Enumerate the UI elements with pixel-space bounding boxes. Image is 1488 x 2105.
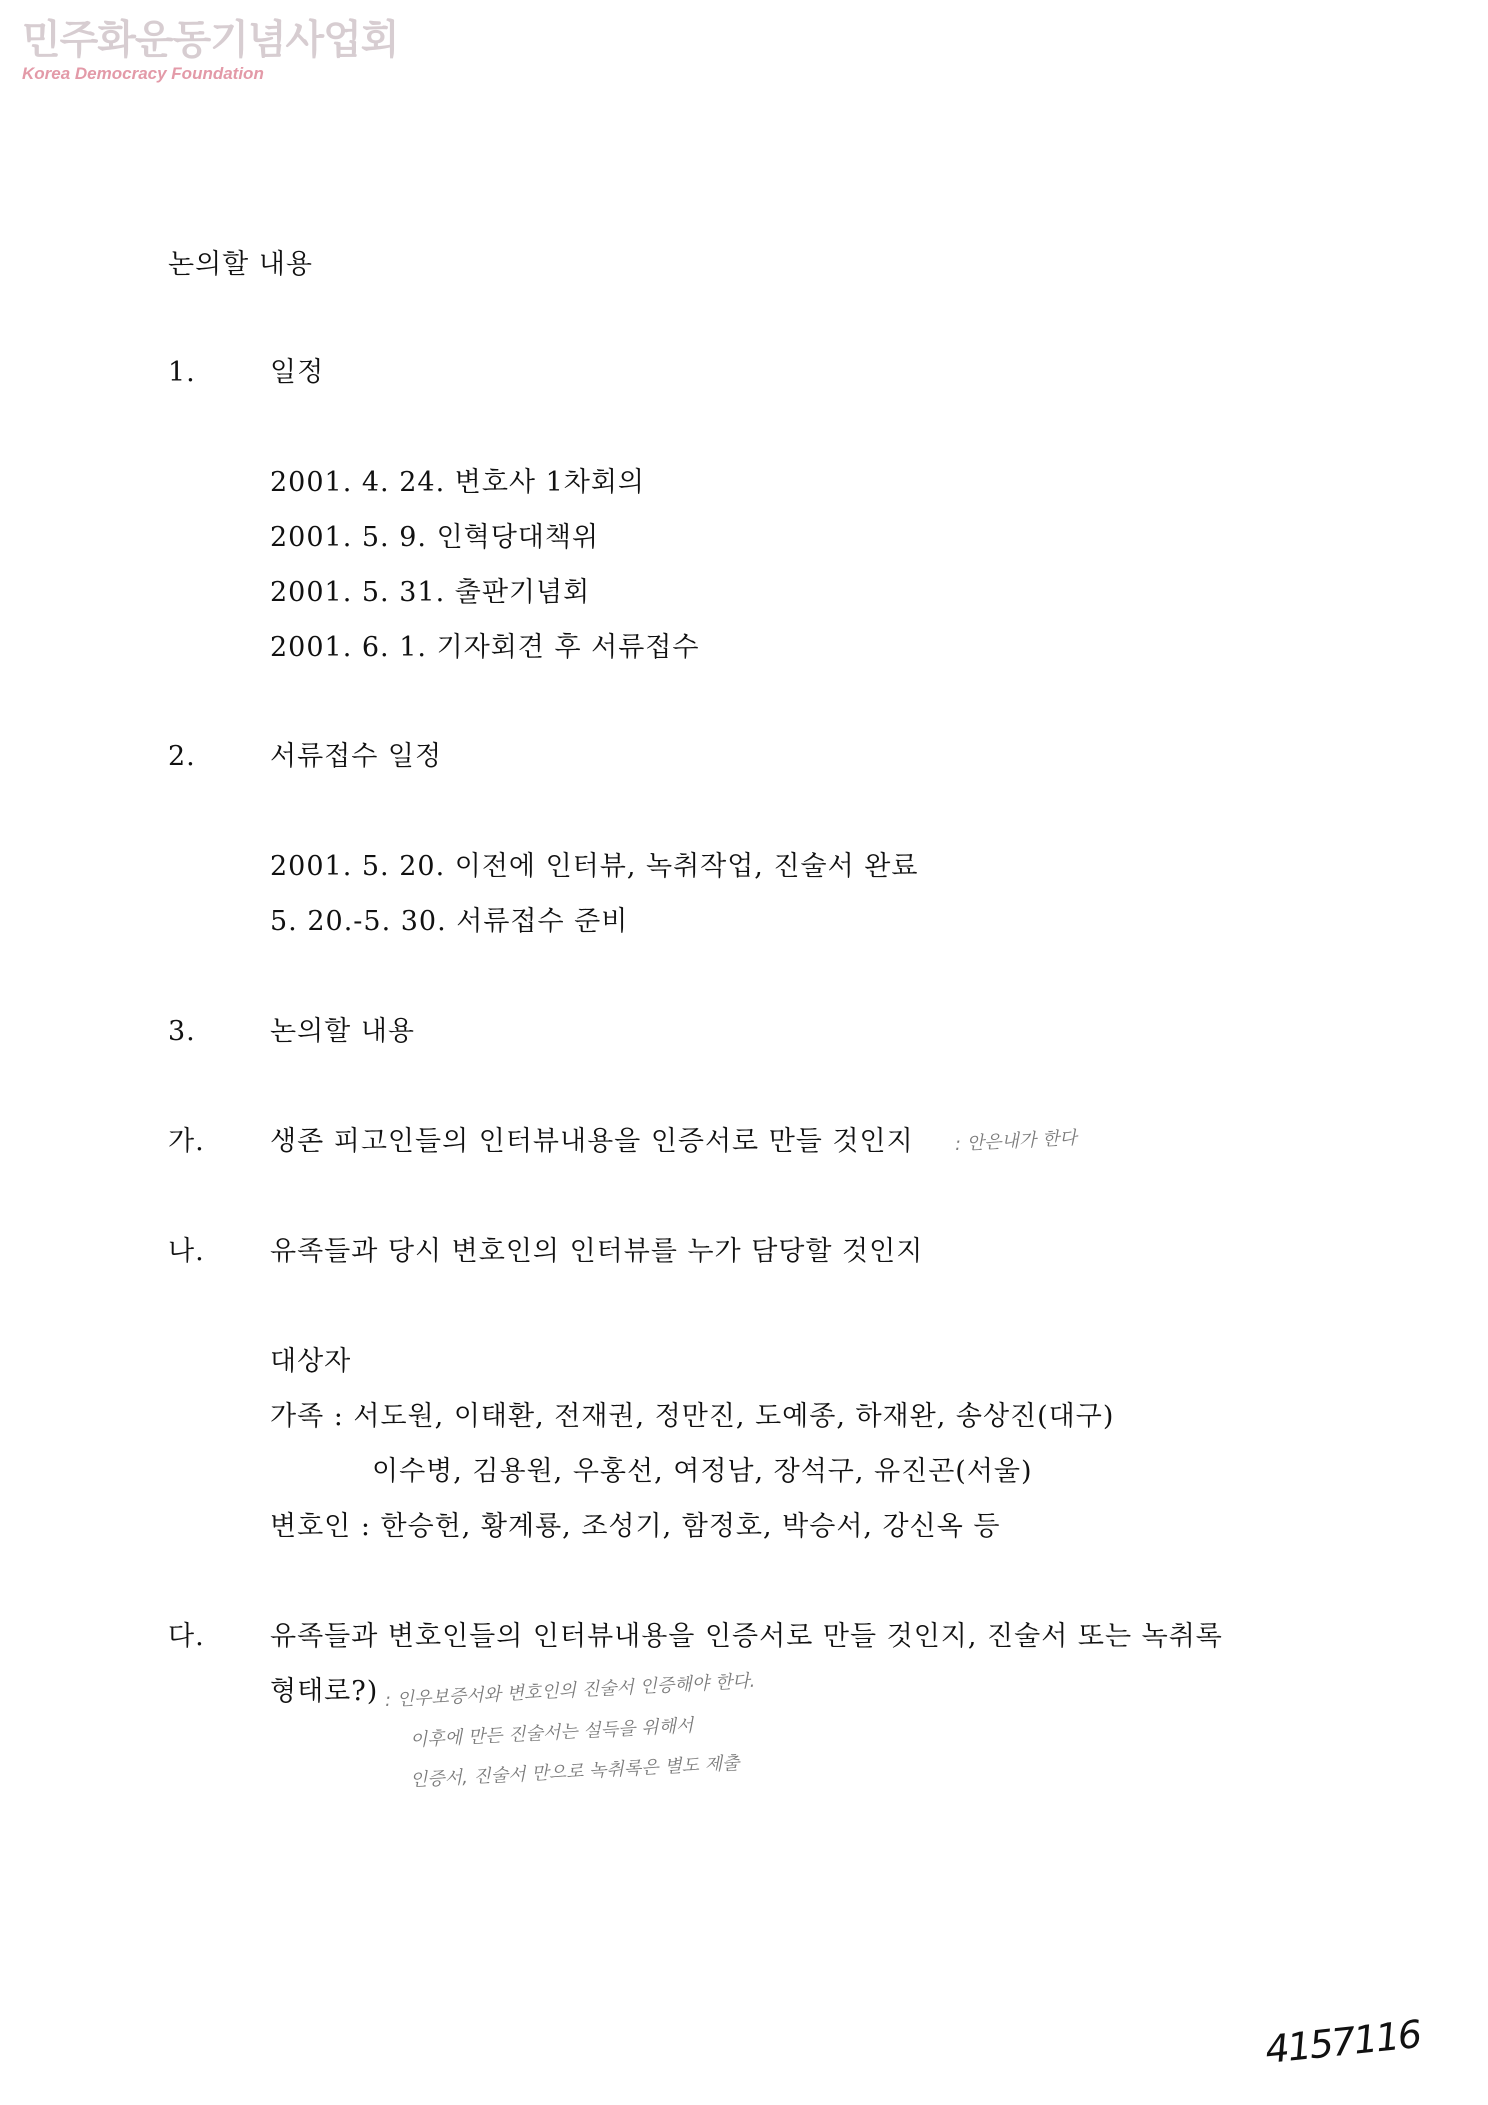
item-da-handwritten-note-2: 이후에 만든 진술서는 설득을 위해서 [409,1715,694,1751]
family-list-line-1: 가족 : 서도원, 이태환, 전재권, 정만진, 도예종, 하재완, 송상진(대구) [270,1401,1115,1432]
page-number: 4157116 [1263,2012,1423,2072]
lawyers-list: 변호인 : 한승헌, 황계룡, 조성기, 함정호, 박승서, 강신옥 등 [270,1511,1001,1542]
item-da-text-line-2: 형태로?) [270,1676,379,1707]
target-label: 대상자 [270,1346,352,1377]
item-da-handwritten-note-3: 인증서, 진술서 만으로 녹취록은 별도 제출 [409,1752,741,1791]
foundation-logo [22,18,398,84]
section-2-heading: 서류접수 일정 [270,741,443,772]
schedule-item-2: 2001. 5. 9. 인혁당대책위 [270,522,600,553]
item-na-number: 나. [168,1236,205,1267]
schedule-item-3: 2001. 5. 31. 출판기념회 [270,577,591,608]
family-list-line-2: 이수병, 김용원, 우홍선, 여정남, 장석구, 유진곤(서울) [372,1456,1033,1487]
submission-item-2: 5. 20.-5. 30. 서류접수 준비 [270,906,629,937]
schedule-item-4: 2001. 6. 1. 기자회견 후 서류접수 [270,632,700,663]
document-title: 논의할 내용 [168,249,313,280]
logo-korean-text: 민주화운동기념사업회 [22,17,399,63]
section-3-number: 3. [168,1016,196,1047]
item-da-text-line-1: 유족들과 변호인들의 인터뷰내용을 인증서로 만들 것인지, 진술서 또는 녹취록 [270,1621,1223,1652]
item-da-number: 다. [168,1621,205,1652]
section-3-heading: 논의할 내용 [270,1016,415,1047]
item-ga-handwritten-note: : 안은내가 한다 [954,1127,1078,1155]
submission-item-1: 2001. 5. 20. 이전에 인터뷰, 녹취작업, 진술서 완료 [270,851,919,882]
item-ga-number: 가. [168,1126,205,1157]
item-na-text: 유족들과 당시 변호인의 인터뷰를 누가 담당할 것인지 [270,1236,924,1267]
section-1-number: 1. [168,357,196,388]
item-da-handwritten-note-1: : 인우보증서와 변호인의 진술서 인증해야 한다. [384,1670,756,1711]
item-ga-text: 생존 피고인들의 인터뷰내용을 인증서로 만들 것인지 [270,1126,914,1157]
section-1-heading: 일정 [270,357,325,388]
schedule-item-1: 2001. 4. 24. 변호사 1차회의 [270,467,645,498]
logo-english-text: Korea Democracy Foundation [22,64,264,83]
section-2-number: 2. [168,741,196,772]
